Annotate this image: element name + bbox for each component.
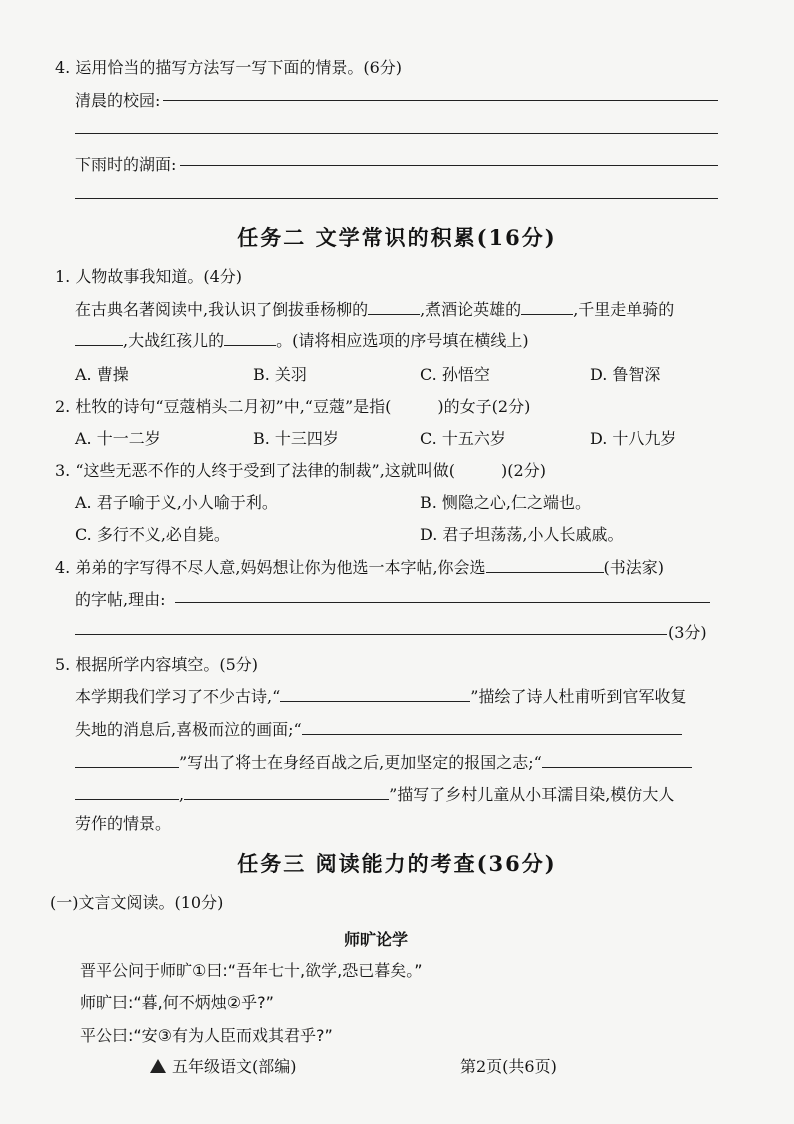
passage-line: 晋平公问于师旷①曰:“吾年七十,欲学,恐已暮矣。” [80,961,423,980]
answer-line[interactable] [175,602,710,603]
answer-line[interactable] [180,165,718,166]
p2-q3-option-a[interactable]: A. 君子喻于义,小人喻于利。 [75,493,278,512]
footer-subject: 五年级语文(部编) [150,1054,297,1077]
p2-q4-score: (3分) [668,623,707,642]
p2-q4-reason-label: 的字帖,理由: [75,590,166,609]
p2-q3-option-c[interactable]: C. 多行不义,必自毙。 [75,525,230,544]
p2-q2-option-c[interactable]: C. 十五六岁 [420,429,506,448]
answer-line[interactable] [75,634,667,635]
p2-q3-option-b[interactable]: B. 恻隐之心,仁之端也。 [420,493,592,512]
passage-line: 师旷曰:“暮,何不炳烛②乎?” [80,993,274,1012]
p2-q2-option-a[interactable]: A. 十一二岁 [75,429,161,448]
q4-writing-prompt: 4. 运用恰当的描写方法写一写下面的情景。(6分) [55,58,403,77]
p2-q1-option-b[interactable]: B. 关羽 [253,365,307,384]
answer-line[interactable] [75,198,718,199]
q4-label-campus: 清晨的校园: [75,91,161,110]
p2-q3-option-d[interactable]: D. 君子坦荡荡,小人长戚戚。 [420,525,624,544]
p2-q5-line5: 劳作的情景。 [75,814,172,833]
triangle-logo-icon [150,1059,166,1073]
p2-q5-title: 5. 根据所学内容填空。(5分) [55,655,259,674]
p2-q1-title: 1. 人物故事我知道。(4分) [55,267,243,286]
p2-q5-line2: 失地的消息后,喜极而泣的画面;“ [75,717,682,740]
answer-line[interactable] [163,100,718,101]
p2-q2-option-d[interactable]: D. 十八九岁 [590,429,677,448]
passage-title: 师旷论学 [344,930,409,949]
p2-q1-text2: ,大战红孩儿的 。(请将相应选项的序号填在横线上) [75,328,529,351]
p2-q1-text1: 在古典名著阅读中,我认识了倒拔垂杨柳的 ,煮酒论英雄的 ,千里走单骑的 [75,300,675,319]
p2-q5-line4: , ”描写了乡村儿童从小耳濡目染,模仿大人 [75,782,674,805]
p2-q3-title: 3. “这些无恶不作的人终于受到了法律的制裁”,这就叫做( )(2分) [55,461,546,480]
p2-q1-option-a[interactable]: A. 曹操 [75,365,129,384]
passage-line: 平公曰:“安③有为人臣而戏其君乎?” [80,1026,333,1045]
p3-sub1-title: (一)文言文阅读。(10分) [50,893,224,912]
p2-q2-title: 2. 杜牧的诗句“豆蔻梢头二月初”中,“豆蔻”是指( )的女子(2分) [55,397,531,416]
p2-q4-title: 4. 弟弟的字写得不尽人意,妈妈想让你为他选一本字帖,你会选 (书法家) [55,558,665,577]
q4-label-lake: 下雨时的湖面: [75,155,177,174]
p2-q1-option-d[interactable]: D. 鲁智深 [590,365,661,384]
p2-q5-line1: 本学期我们学习了不少古诗,“ ”描绘了诗人杜甫听到官军收复 [75,687,687,706]
answer-line[interactable] [75,133,718,134]
p2-q2-option-b[interactable]: B. 十三四岁 [253,429,339,448]
section-title-task3: 任务三 阅读能力的考查(36分) [237,851,557,876]
p2-q5-line3: ”写出了将士在身经百战之后,更加坚定的报国之志;“ [75,750,692,773]
footer-page-number: 第2页(共6页) [460,1057,557,1076]
p2-q1-option-c[interactable]: C. 孙悟空 [420,365,490,384]
section-title-task2: 任务二 文学常识的积累(16分) [237,225,557,250]
